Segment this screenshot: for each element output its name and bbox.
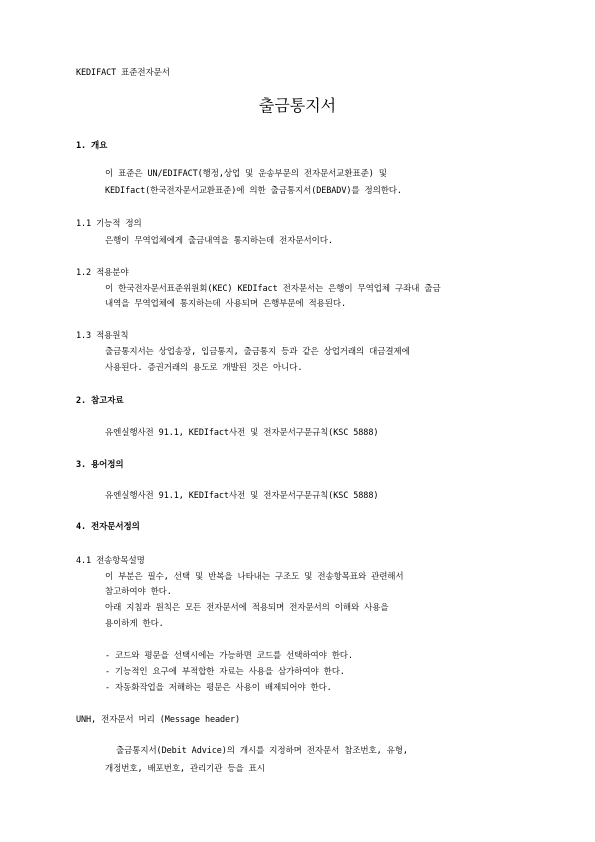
paragraph-line: 유엔실행사전 91.1, KEDIfact사전 및 전자문서구문규칙(KSC 5888) [105, 428, 379, 438]
paragraph-line: 유엔실행사전 91.1, KEDIfact사전 및 전자문서구문규칙(KSC 5888) [105, 491, 379, 501]
paragraph-line: 아래 지침과 원칙은 모든 전자문서에 적용되며 전자문서의 이해와 사용을 [105, 603, 389, 613]
section-heading-overview: 1. 개요 [76, 141, 108, 151]
paragraph-line: 이 표준은 UN/EDIFACT(행정,상업 및 운송부문의 전자문서교환표준) 및 [105, 169, 387, 179]
section-heading-terms: 3. 용어정의 [76, 460, 124, 470]
paragraph-line: 출금통지서(Debit Advice)의 개시를 지정하며 전자문서 참조번호, 유형, [116, 746, 408, 756]
document-header: KEDIFACT 표준전자문서 [76, 68, 170, 78]
paragraph-line: 개정번호, 배포번호, 관리기관 등을 표시 [105, 764, 265, 774]
document-title: 출금통지서 [258, 96, 337, 115]
paragraph-line: 참고하여야 한다. [105, 587, 172, 597]
paragraph-line: 이 한국전자문서표준위원회(KEC) KEDIfact 전자문서는 은행이 무역업체 구좌내 출금 [105, 284, 441, 294]
subsection-heading-segment-description: 4.1 전송항목설명 [76, 556, 145, 566]
paragraph-line: 내역을 무역업체에 통지하는데 사용되며 은행부문에 적용된다. [105, 299, 346, 309]
section-heading-references: 2. 참고자료 [76, 396, 124, 406]
bullet-item: - 기능적인 요구에 부적합한 자료는 사용을 삼가하여야 한다. [105, 667, 345, 677]
paragraph-line: 용이하게 한다. [105, 619, 164, 629]
subsection-heading-principles: 1.3 적용원칙 [76, 331, 129, 341]
section-heading-message-definition: 4. 전자문서정의 [76, 522, 140, 532]
paragraph-line: 이 부분은 필수, 선택 및 반복을 나타내는 구조도 및 전송항목표와 관련해서 [105, 572, 404, 582]
bullet-item: - 자동화작업을 저해하는 평문은 사용이 배제되어야 한다. [105, 683, 332, 693]
segment-heading-unh: UNH, 전자문서 머리 (Message header) [76, 715, 241, 725]
paragraph-line: 사용된다. 증권거래의 용도로 개발된 것은 아니다. [105, 363, 303, 373]
paragraph-line: 은행이 무역업체에게 출금내역을 통지하는데 전자문서이다. [105, 236, 333, 246]
subsection-heading-functional-definition: 1.1 기능적 정의 [76, 219, 142, 229]
subsection-heading-scope: 1.2 적용분야 [76, 268, 129, 278]
paragraph-line: 출금통지서는 상업송장, 입금통지, 출금통지 등과 같은 상업거래의 대금결제에 [105, 347, 410, 357]
paragraph-line: KEDIfact(한국전자문서교환표준)에 의한 출금통지서(DEBADV)를 정의한다. [105, 186, 402, 196]
bullet-item: - 코드와 평문을 선택시에는 가능하면 코드를 선택하여야 한다. [105, 651, 353, 661]
